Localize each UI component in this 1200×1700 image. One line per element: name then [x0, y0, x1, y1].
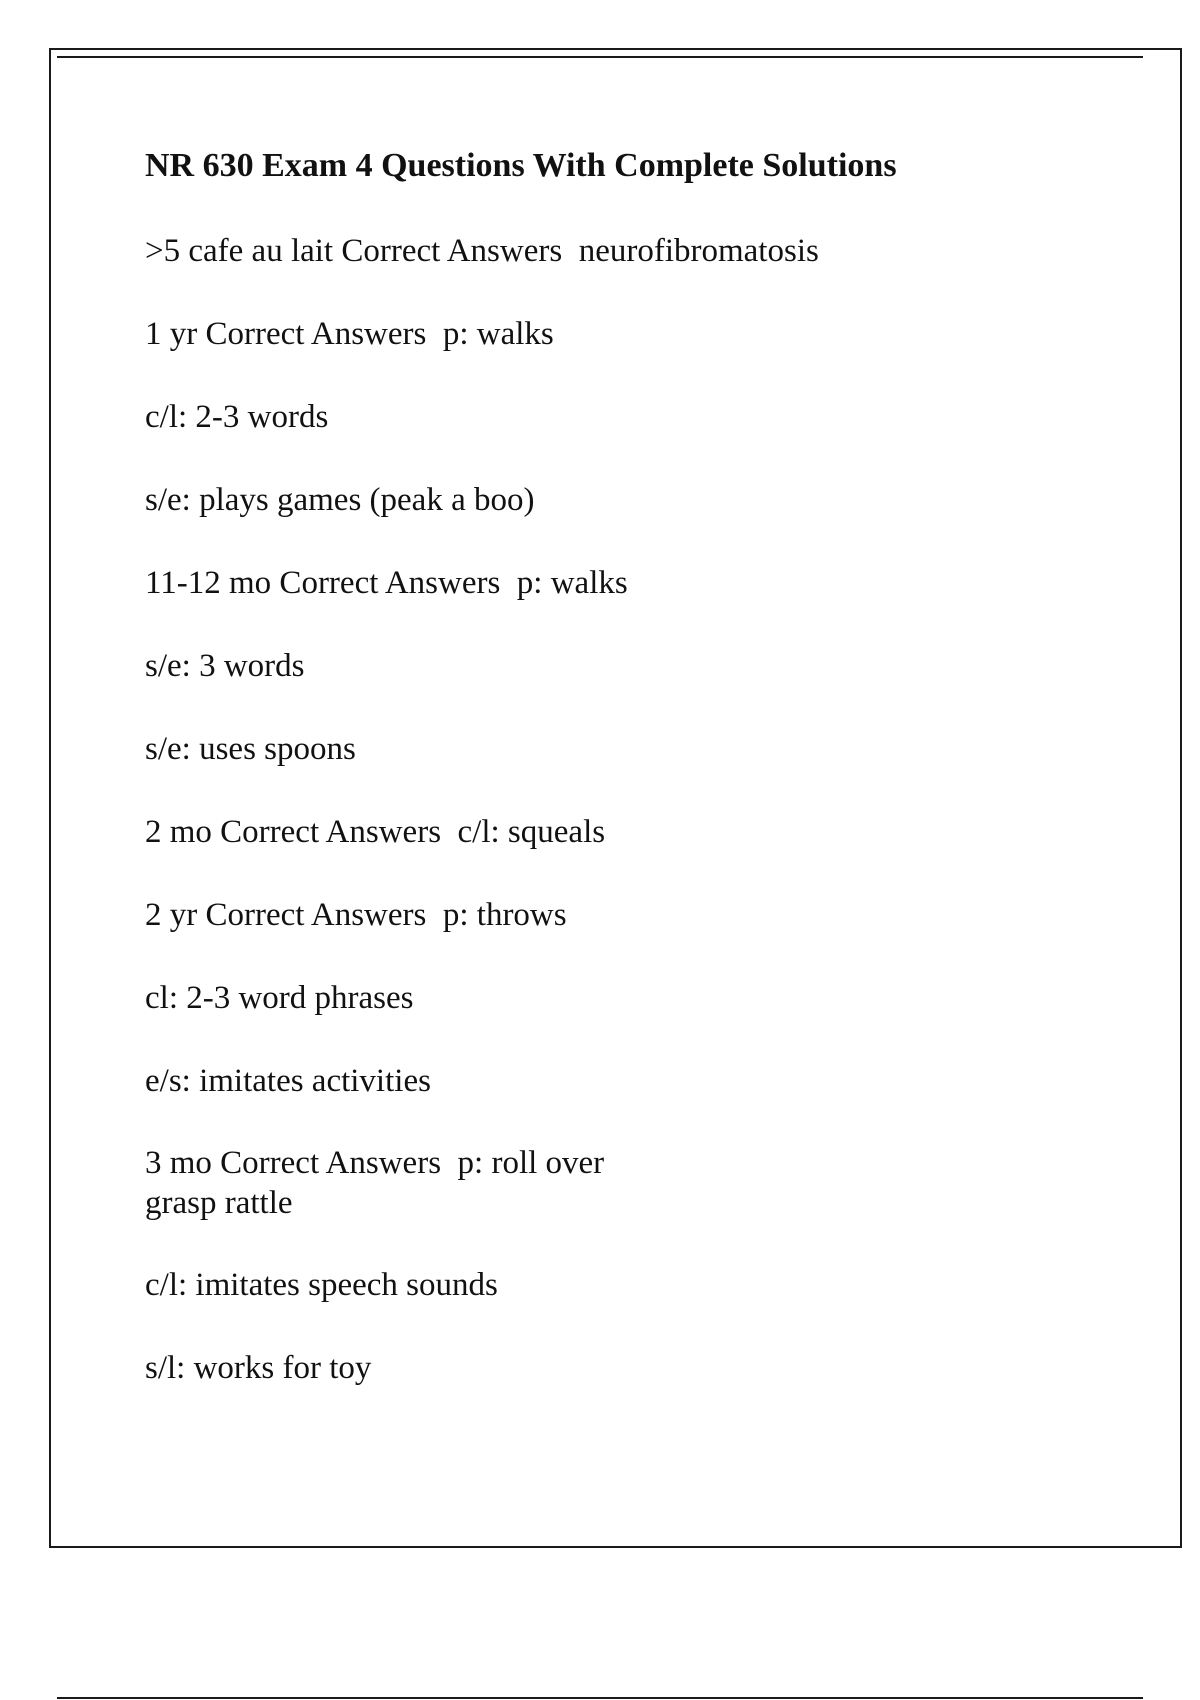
qa-entry-10: cl: 2-3 word phrases [145, 980, 414, 1016]
qa-entry-11: e/s: imitates activities [145, 1063, 431, 1099]
document-body [145, 146, 1125, 1430]
qa-entry-4: s/e: plays games (peak a boo) [145, 482, 535, 518]
qa-entry-1: >5 cafe au lait Correct Answers neurofibromatosis [145, 233, 819, 269]
qa-entry-6: s/e: 3 words [145, 648, 305, 684]
qa-entry-5: 11-12 mo Correct Answers p: walks [145, 565, 628, 601]
qa-entry-3: c/l: 2-3 words [145, 399, 329, 435]
document-title: NR 630 Exam 4 Questions With Complete Solutions [145, 147, 897, 184]
qa-entry-9: 2 yr Correct Answers p: throws [145, 897, 567, 933]
qa-entry-13: c/l: imitates speech sounds [145, 1267, 498, 1303]
qa-entry-14: s/l: works for toy [145, 1350, 372, 1386]
next-page-top-rule [57, 1697, 1143, 1699]
qa-entry-2: 1 yr Correct Answers p: walks [145, 316, 554, 352]
qa-entry-12: 3 mo Correct Answers p: roll over grasp rattle [145, 1145, 605, 1221]
qa-entry-7: s/e: uses spoons [145, 731, 356, 767]
qa-entry-8: 2 mo Correct Answers c/l: squeals [145, 814, 606, 850]
